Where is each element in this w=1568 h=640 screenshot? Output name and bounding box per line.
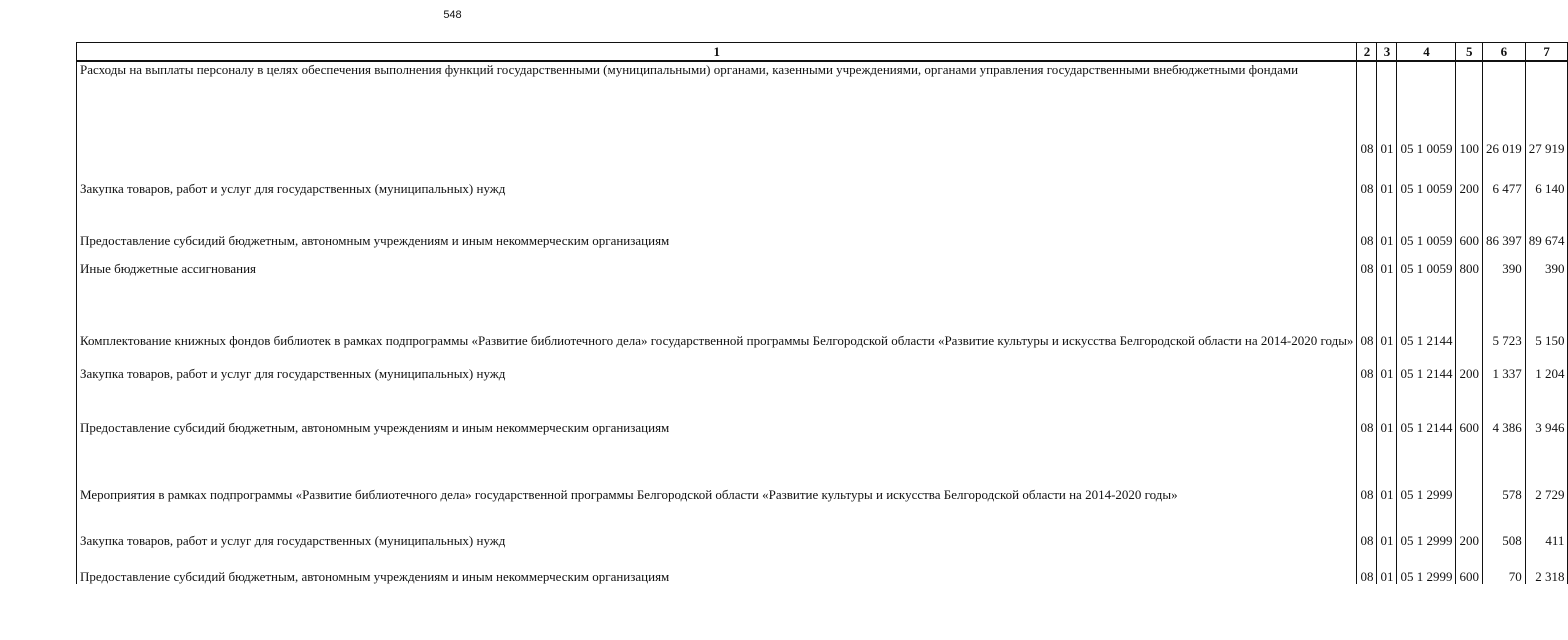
header-col-1: 1 [77,43,1357,62]
cell-amount-col6: 86 397 [1482,196,1525,248]
cell-section: 08 [1357,348,1377,381]
cell-amount-col7: 390 [1525,248,1568,276]
table-row [77,502,1568,548]
cell-amount-col6: 26 019 [1482,61,1525,156]
cell-amount-col6: 4 386 [1482,381,1525,435]
cell-amount-col7: 3 946 [1525,381,1568,435]
cell-amount-col7: 1 204 [1525,348,1568,381]
cell-expense-type [1456,276,1483,348]
cell-subsection: 01 [1377,276,1397,348]
cell-target-article: 05 1 0059 [1397,61,1456,156]
table-row [77,61,1568,156]
cell-section: 08 [1357,61,1377,156]
cell-target-article: 05 1 0059 [1397,156,1456,196]
cell-subsection: 01 [1377,548,1397,584]
cell-target-article: 05 1 2999 [1397,502,1456,548]
cell-amount-col6: 5 723 [1482,276,1525,348]
cell-target-article: 05 1 0059 [1397,196,1456,248]
cell-amount-col7: 411 [1525,502,1568,548]
table-row [77,196,1568,248]
cell-section: 08 [1357,248,1377,276]
cell-expense-type [1456,435,1483,502]
cell-target-article: 05 1 2144 [1397,381,1456,435]
cell-section: 08 [1357,502,1377,548]
cell-expense-type: 200 [1456,348,1483,381]
cell-target-article: 05 1 2999 [1397,548,1456,584]
cell-subsection: 01 [1377,381,1397,435]
budget-table [76,42,1568,584]
header-col-3: 3 [1377,43,1397,62]
cell-target-article: 05 1 0059 [1397,248,1456,276]
cell-target-article: 05 1 2144 [1397,276,1456,348]
row-name: Закупка товаров, работ и услуг для государственных (муниципальных) нужд [77,156,1357,196]
cell-section: 08 [1357,381,1377,435]
cell-amount-col7: 2 318 [1525,548,1568,584]
cell-subsection: 01 [1377,435,1397,502]
cell-subsection: 01 [1377,61,1397,156]
cell-amount-col6: 508 [1482,502,1525,548]
row-name: Предоставление субсидий бюджетным, автономным учреждениям и иным некоммерческим организациям [77,196,1357,248]
table-row [77,381,1568,435]
cell-amount-col7: 5 150 [1525,276,1568,348]
table-row [77,548,1568,584]
cell-amount-col7: 27 919 [1525,61,1568,156]
cell-expense-type: 100 [1456,61,1483,156]
cell-section: 08 [1357,435,1377,502]
row-name: Мероприятия в рамках подпрограммы «Развитие библиотечного дела» государственной программы Белгородской области «Развитие культуры и искусства Белгородской области на 2014-2020 годы» [77,435,1357,502]
cell-expense-type: 600 [1456,548,1483,584]
cell-amount-col6: 6 477 [1482,156,1525,196]
table-row [77,348,1568,381]
cell-amount-col6: 578 [1482,435,1525,502]
row-name: Закупка товаров, работ и услуг для государственных (муниципальных) нужд [77,502,1357,548]
header-col-7: 7 [1525,43,1568,62]
cell-amount-col7: 2 729 [1525,435,1568,502]
cell-subsection: 01 [1377,196,1397,248]
header-col-4: 4 [1397,43,1456,62]
cell-amount-col7: 6 140 [1525,156,1568,196]
row-name: Иные бюджетные ассигнования [77,248,1357,276]
cell-expense-type: 200 [1456,502,1483,548]
row-name: Комплектование книжных фондов библиотек в рамках подпрограммы «Развитие библиотечного дела» государственной программы Белгородской области «Развитие культуры и искусства Белгородской области на 2014-2020 годы» [77,276,1357,348]
header-col-5: 5 [1456,43,1483,62]
cell-section: 08 [1357,548,1377,584]
cell-section: 08 [1357,156,1377,196]
cell-amount-col7: 89 674 [1525,196,1568,248]
table-row [77,156,1568,196]
cell-subsection: 01 [1377,248,1397,276]
cell-amount-col6: 390 [1482,248,1525,276]
cell-target-article: 05 1 2999 [1397,435,1456,502]
row-name: Закупка товаров, работ и услуг для государственных (муниципальных) нужд [77,348,1357,381]
cell-expense-type: 600 [1456,196,1483,248]
table-row [77,248,1568,276]
page-number: 548 [443,9,462,21]
table-row [77,435,1568,502]
header-col-2: 2 [1357,43,1377,62]
cell-amount-col6: 70 [1482,548,1525,584]
cell-target-article: 05 1 2144 [1397,348,1456,381]
cell-expense-type: 200 [1456,156,1483,196]
cell-subsection: 01 [1377,156,1397,196]
row-name: Предоставление субсидий бюджетным, автономным учреждениям и иным некоммерческим организациям [77,381,1357,435]
row-name: Предоставление субсидий бюджетным, автономным учреждениям и иным некоммерческим организациям [77,548,1357,584]
header-col-6: 6 [1482,43,1525,62]
row-name: Расходы на выплаты персоналу в целях обеспечения выполнения функций государственными (муниципальными) органами, казенными учреждениями, органами управления государственными внебюджетными фондами [77,61,1357,156]
cell-subsection: 01 [1377,348,1397,381]
cell-section: 08 [1357,196,1377,248]
cell-subsection: 01 [1377,502,1397,548]
header-row [77,43,1568,62]
cell-expense-type: 800 [1456,248,1483,276]
cell-amount-col6: 1 337 [1482,348,1525,381]
table-row [77,276,1568,348]
cell-expense-type: 600 [1456,381,1483,435]
cell-section: 08 [1357,276,1377,348]
